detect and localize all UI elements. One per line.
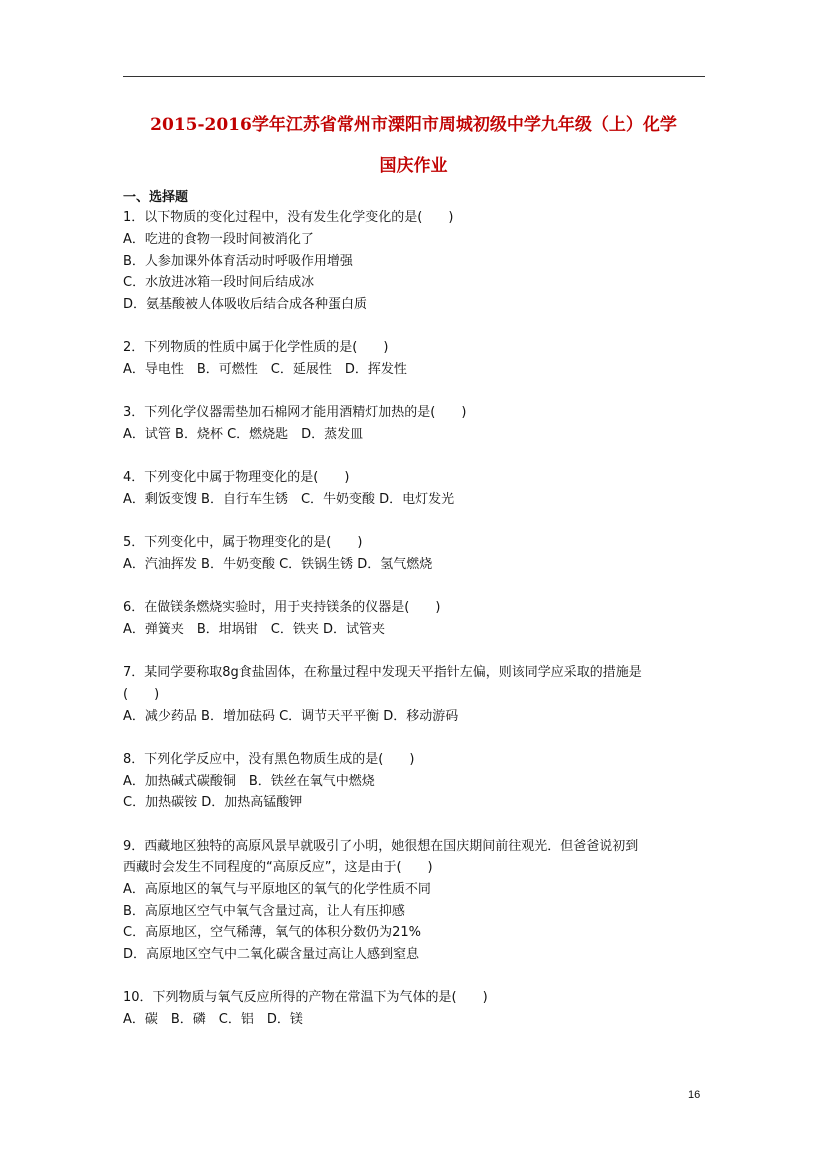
question-7-stem: 7．某同学要称取8g食盐固体，在称量过程中发现天平指针左偏，则该同学应采取的措施是: [123, 665, 642, 680]
question-1-option-a: A．吃进的食物一段时间被消化了: [123, 232, 314, 247]
question-9-stem: 9．西藏地区独特的高原风景早就吸引了小明，她很想在国庆期间前往观光．但爸爸说初到: [123, 839, 639, 854]
question-9-option-a: A．高原地区的氧气与平原地区的氧气的化学性质不同: [123, 882, 431, 897]
question-2-stem: 2．下列物质的性质中属于化学性质的是( ): [123, 340, 389, 355]
question-6-stem: 6．在做镁条燃烧实验时，用于夹持镁条的仪器是( ): [123, 600, 441, 615]
question-9-option-b: B．高原地区空气中氧气含量过高，让人有压抑感: [123, 904, 405, 919]
question-5-stem: 5．下列变化中，属于物理变化的是( ): [123, 535, 363, 550]
question-9-option-d: D．高原地区空气中二氧化碳含量过高让人感到窒息: [123, 947, 420, 962]
question-3-stem: 3．下列化学仪器需垫加石棉网才能用酒精灯加热的是( ): [123, 405, 467, 420]
question-1-option-b: B．人参加课外体育活动时呼吸作用增强: [123, 254, 353, 269]
question-9-option-c: C．高原地区，空气稀薄，氧气的体积分数仍为21%: [123, 925, 421, 940]
section-heading: 一、选择题: [123, 190, 189, 205]
question-7-stem-continued: ( ): [123, 687, 160, 702]
question-3-options: A．试管 B．烧杯 C．燃烧匙 D．蒸发皿: [123, 427, 364, 442]
question-10-options: A．碳 B．磷 C．铝 D．镁: [123, 1012, 303, 1027]
question-5-options: A．汽油挥发 B．牛奶变酸 C．铁锅生锈 D．氢气燃烧: [123, 557, 433, 572]
question-1-stem: 1．以下物质的变化过程中，没有发生化学变化的是( ): [123, 210, 454, 225]
header-rule: [123, 76, 705, 77]
question-7-options: A．减少药品 B．增加砝码 C．调节天平平衡 D．移动游码: [123, 709, 459, 724]
page-title-line-1: 2015-2016学年江苏省常州市溧阳市周城初级中学九年级（上）化学: [150, 115, 677, 135]
question-1-option-c: C．水放进冰箱一段时间后结成冰: [123, 275, 315, 290]
question-6-options: A．弹簧夹 B．坩埚钳 C．铁夹 D．试管夹: [123, 622, 386, 637]
page-title-line-2: 国庆作业: [379, 156, 448, 176]
page-number: 16: [688, 1089, 701, 1101]
question-10-stem: 10．下列物质与氧气反应所得的产物在常温下为气体的是( ): [123, 990, 488, 1005]
question-2-options: A．导电性 B．可燃性 C．延展性 D．挥发性: [123, 362, 407, 377]
question-8-stem: 8．下列化学反应中，没有黑色物质生成的是( ): [123, 752, 415, 767]
question-4-options: A．剩饭变馊 B．自行车生锈 C．牛奶变酸 D．电灯发光: [123, 492, 455, 507]
question-1-option-d: D．氨基酸被人体吸收后结合成各种蛋白质: [123, 297, 368, 312]
question-4-stem: 4．下列变化中属于物理变化的是( ): [123, 470, 350, 485]
question-8-options-cd: C．加热碳铵 D．加热高锰酸钾: [123, 795, 303, 810]
question-8-options-ab: A．加热碱式碳酸铜 B．铁丝在氧气中燃烧: [123, 774, 375, 789]
question-9-stem-continued: 西藏时会发生不同程度的“高原反应”，这是由于( ): [123, 860, 433, 875]
